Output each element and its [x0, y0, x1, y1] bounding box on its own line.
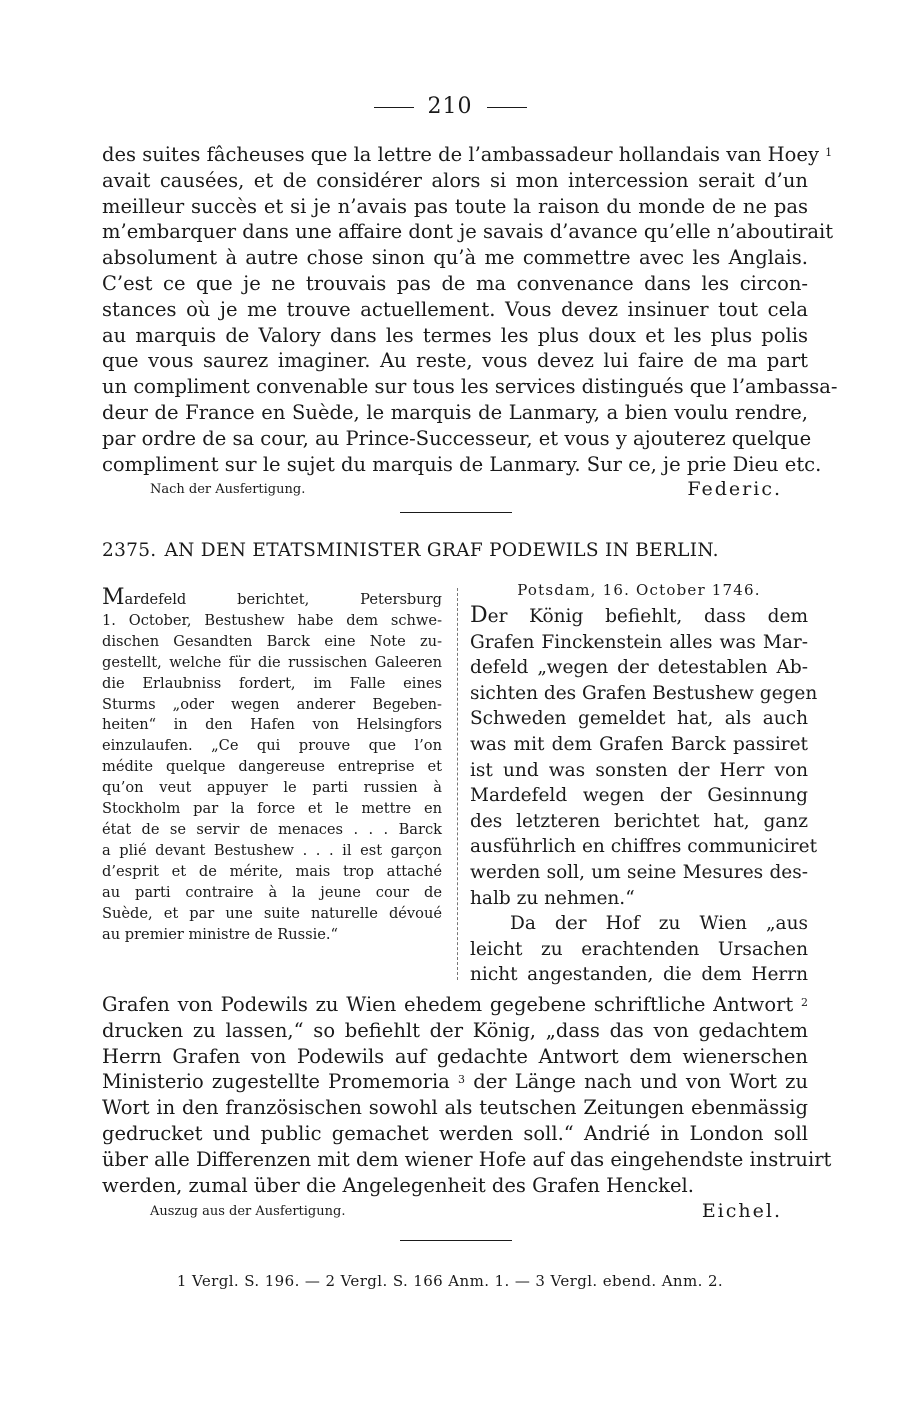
text-line: halb zu nehmen.“: [470, 887, 635, 909]
page-number-dash-right: [487, 107, 527, 108]
text-line: über alle Differenzen mit dem wiener Hofe auf das eingehendste instruirt: [102, 1147, 832, 1171]
text-line: m’embarquer dans une affaire dont je savais d’avance qu’elle n’aboutirait: [102, 220, 834, 244]
letter-2-body-continued: [102, 992, 832, 1198]
text-line: C’est ce que je ne trouvais pas de ma convenance dans les circon-: [102, 271, 808, 295]
text-line: par ordre de sa cour, au Prince-Successeur, et vous y ajouterez quelque: [102, 426, 812, 450]
text-line: Mardefeld wegen der Gesinnung: [470, 785, 808, 807]
text-line: Grafen von Podewils zu Wien ehedem gegebene schriftliche Antwort $^2$: [102, 993, 808, 1016]
signature: Eichel.: [701, 1200, 782, 1222]
text-line: ausführlich en chiffres communiciret: [470, 836, 818, 858]
letter-2-closing: [102, 1200, 808, 1226]
initial-letter: D: [470, 603, 488, 628]
text-line: avait causées, et de considérer alors si mon intercession serait d’un: [102, 168, 808, 192]
letter-1-body: [102, 142, 838, 477]
text-line: leicht zu erachtenden Ursachen: [470, 938, 808, 960]
text-line: compliment sur le sujet du marquis de Lanmary. Sur ce, je prie Dieu etc.: [102, 452, 822, 476]
document-title: AN DEN ETATSMINISTER GRAF PODEWILS IN BERLIN.: [164, 540, 719, 561]
column-divider: [457, 588, 458, 980]
source-note: Nach der Ausfertigung.: [150, 482, 306, 497]
source-note: Auszug aus der Ausfertigung.: [150, 1204, 346, 1219]
text-line: defeld „wegen der detestablen Ab-: [470, 657, 808, 679]
text-line: Da der Hof zu Wien „aus: [510, 913, 808, 935]
footnote-ref: 1: [825, 146, 833, 159]
summary-line: dischen Gesandten Barck eine Note zu-: [102, 632, 442, 650]
text-line: werden soll, um seine Mesures des-: [470, 861, 808, 883]
page-number-value: 210: [427, 94, 473, 119]
separator-rule: [400, 1240, 512, 1241]
text-line: werden, zumal über die Angelegenheit des Grafen Henckel.: [102, 1173, 694, 1197]
text-line: que vous saurez imaginer. Au reste, vous devez lui faire de ma part: [102, 349, 808, 373]
letter-1-closing: [102, 478, 808, 504]
text-line: stances où je me trouve actuellement. Vous devez insinuer tout cela: [102, 297, 808, 321]
text-line: Schweden gemeldet hat, als auch: [470, 708, 808, 730]
summary-column: [102, 585, 442, 945]
summary-line: Stockholm par la force et le mettre en: [102, 800, 442, 818]
summary-line: Sturms „oder wegen anderer Begeben-: [102, 695, 442, 713]
text-line: des suites fâcheuses que la lettre de l’ambassadeur hollandais van Hoey $^1$: [102, 143, 833, 166]
text-line: absolument à autre chose sinon qu’à me commettre avec les Anglais.: [102, 246, 808, 270]
page-number: [0, 94, 900, 119]
initial-letter: M: [102, 585, 125, 610]
text-line: des letzteren berichtet hat, ganz: [470, 810, 808, 832]
text-line: Wort in den französischen sowohl als teutschen Zeitungen ebenmässig: [102, 1096, 808, 1120]
page-number-dash-left: [374, 107, 414, 108]
text-line: drucken zu lassen,“ so befiehlt der König, „dass das von gedachtem: [102, 1018, 808, 1042]
text-line: sichten des Grafen Bestushew gegen: [470, 682, 818, 704]
summary-line: au parti contraire à la jeune cour de: [102, 883, 442, 901]
summary-line: einzulaufen. „Ce qui prouve que l’on: [102, 737, 442, 755]
text-line: un compliment convenable sur tous les services distingués que l’ambassa-: [102, 375, 838, 399]
summary-line: état de se servir de menaces . . . Barck: [102, 820, 442, 838]
summary-line: die Erlaubniss fordert, im Falle eines: [102, 674, 442, 692]
summary-line: qu’on veut appuyer le parti russien à: [102, 779, 442, 797]
footnotes: 1 Vergl. S. 196. — 2 Vergl. S. 166 Anm. 1. — 3 Vergl. ebend. Anm. 2.: [176, 1272, 724, 1290]
signature: Federic.: [687, 478, 782, 500]
footnote-ref: 3: [458, 1073, 466, 1087]
text-line: deur de France en Suède, le marquis de Lanmary, a bien voulu rendre,: [102, 400, 808, 424]
text-line: Herrn Grafen von Podewils auf gedachte Antwort dem wienerschen: [102, 1044, 808, 1068]
summary-line: Suède, et par une suite naturelle dévoué: [102, 904, 442, 922]
text-line: nicht angestanden, die dem Herrn: [470, 964, 808, 986]
summary-line: 1. October, Bestushew habe dem schwe-: [102, 611, 442, 629]
summary-line: a plié devant Bestushew . . . il est garçon: [102, 841, 442, 859]
footnote-ref: 2: [801, 996, 808, 1009]
summary-line: au premier ministre de Russie.“: [102, 925, 339, 943]
separator-rule: [400, 512, 512, 513]
document-number: 2375.: [102, 540, 157, 561]
summary-line: médite quelque dangereuse entreprise et: [102, 758, 442, 776]
text-line: was mit dem Grafen Barck passiret: [470, 733, 808, 755]
dateline: Potsdam, 16. October 1746.: [517, 581, 761, 599]
text-line: ist und was sonsten der Herr von: [470, 759, 808, 781]
text-line: meilleur succès et si je n’avais pas toute la raison du monde de ne pas: [102, 194, 808, 218]
document-heading: [102, 540, 808, 561]
summary-line: d’esprit et de mérite, mais trop attaché: [102, 862, 442, 880]
summary-line: heiten“ in den Hafen von Helsingfors: [102, 716, 442, 734]
text-line: Grafen Finckenstein alles was Mar-: [470, 631, 808, 653]
text-line: Der König befiehlt, dass dem: [470, 603, 808, 628]
summary-line: gestellt, welche für die russischen Galeeren: [102, 653, 442, 671]
text-line: gedrucket und public gemachet werden soll.“ Andrié in London soll: [102, 1121, 808, 1145]
summary-line: Mardefeld berichtet, Petersburg: [102, 585, 442, 610]
text-line: au marquis de Valory dans les termes les plus doux et les plus polis: [102, 323, 808, 347]
text-line: Ministerio zugestellte Promemoria $^3$ der Länge nach und von Wort zu: [102, 1070, 809, 1094]
letter-2-body-column: [470, 578, 818, 988]
